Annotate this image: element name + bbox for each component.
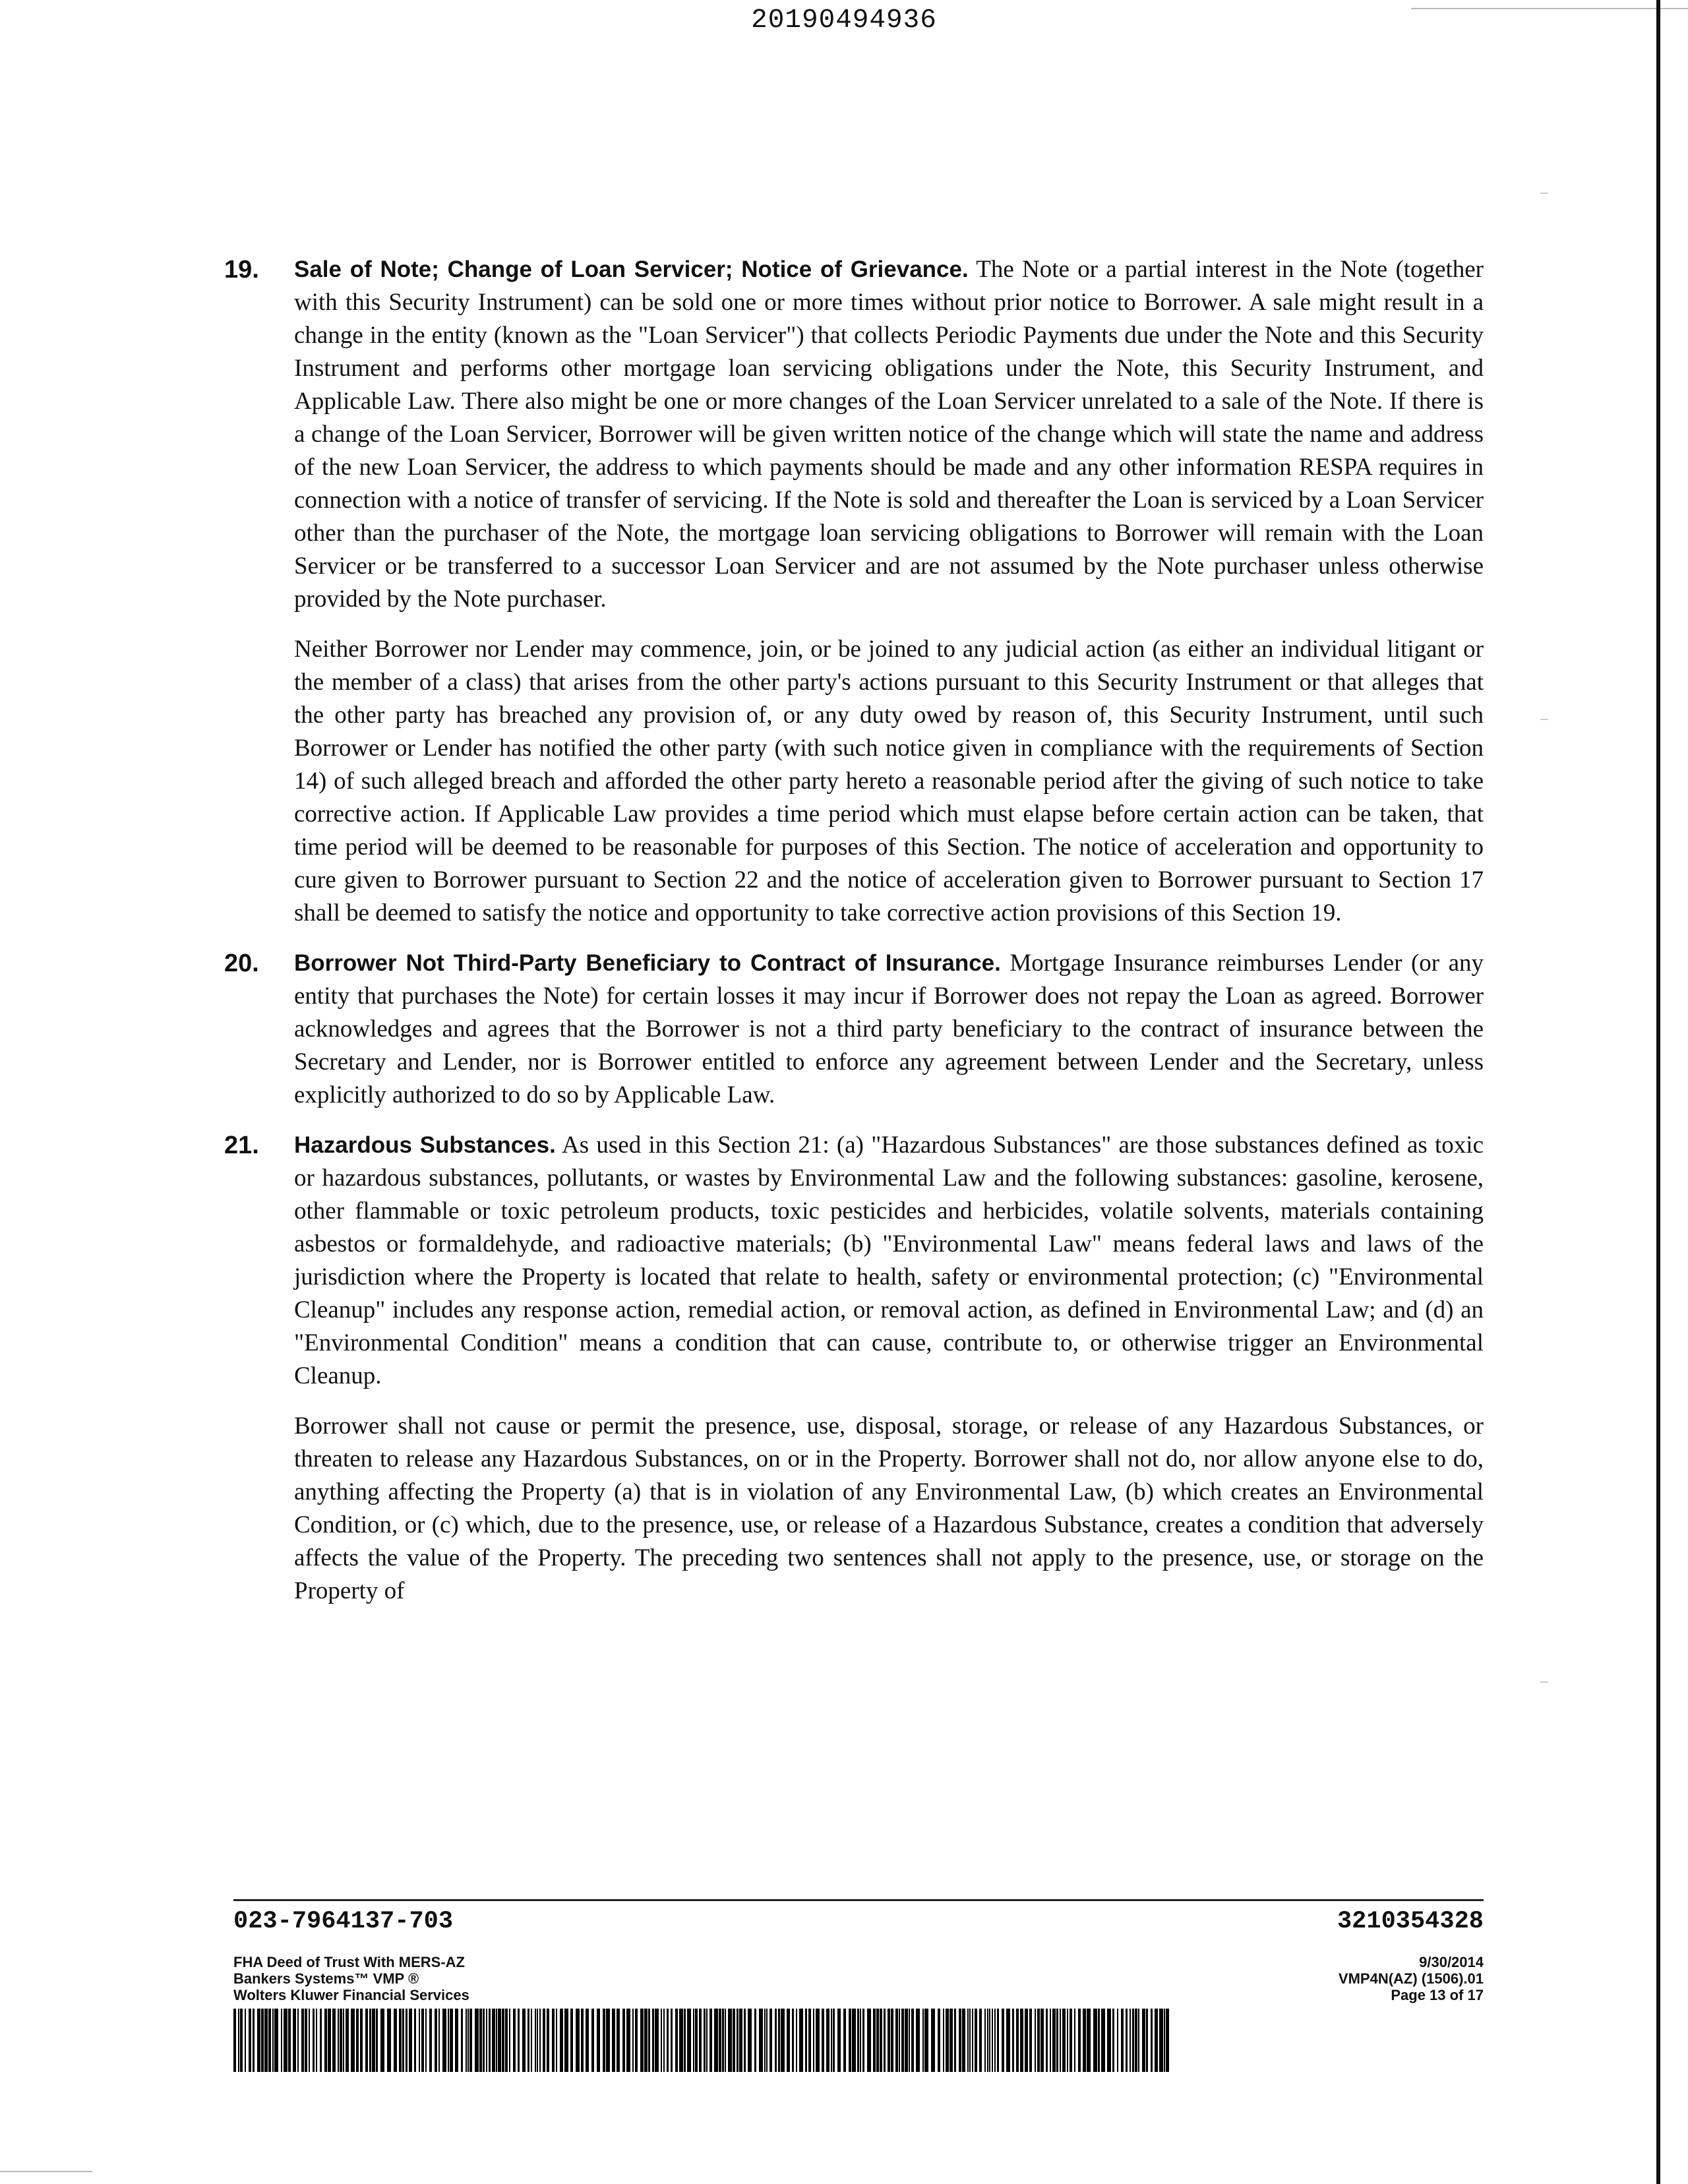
paragraph-text: As used in this Section 21: (a) "Hazardous Substances" are those substances defined as toxic or hazardous substances, pollutants, or wastes by Environmental Law and the following substances: gasoline, kerosene, other flammable or toxic petroleum products, toxic pesticides and herbicides, volatile solvents, materials containing asbestos or formaldehyde, and radioactive materials; (b) "Environmental Law" means federal laws and laws of the jurisdiction where the Property is located that relate to health, safety or environmental protection; (c) "Environmental Cleanup" includes any response action, remedial action, or removal action, as defined in Environmental Law; and (d) an "Environmental Condition" means a condition that can cause, contribute to, or otherwise trigger an Environmental Cleanup. — [294, 1132, 1484, 1389]
section-19 — [224, 253, 1484, 930]
barcode-bar — [972, 2009, 973, 2072]
barcode-bar — [831, 2009, 832, 2072]
barcode-bar — [466, 2009, 467, 2072]
barcode-bar — [1155, 2009, 1158, 2072]
barcode-bar — [518, 2009, 520, 2072]
barcode-bar — [924, 2009, 928, 2072]
min-number: 3210354328 — [1337, 1908, 1484, 1935]
barcode-bar — [962, 2009, 965, 2072]
barcode-bar — [1002, 2009, 1004, 2072]
barcode-bar — [1130, 2009, 1131, 2072]
barcode-bar — [833, 2009, 835, 2072]
section-number: 20. — [224, 950, 259, 977]
barcode-bar — [539, 2009, 541, 2072]
section-paragraph — [294, 947, 1484, 1112]
barcode-bar — [663, 2009, 665, 2072]
barcode-bar — [661, 2009, 662, 2072]
barcode-bar — [531, 2009, 532, 2072]
barcode-bar — [483, 2009, 485, 2072]
barcode-bar — [733, 2009, 735, 2072]
barcode-bar — [535, 2009, 536, 2072]
barcode-bar — [808, 2009, 811, 2072]
barcode-bar — [722, 2009, 724, 2072]
form-vendor: Bankers Systems™ VMP ® — [233, 1970, 419, 1987]
barcode-bar — [560, 2009, 563, 2072]
barcode-bar — [564, 2009, 568, 2072]
barcode-bar — [787, 2009, 790, 2072]
barcode-bar — [297, 2009, 299, 2072]
barcode-bar — [387, 2009, 391, 2072]
barcode-bar — [938, 2009, 940, 2072]
section-title: Hazardous Substances. — [294, 1132, 556, 1158]
barcode-bar — [268, 2009, 271, 2072]
barcode-bar — [792, 2009, 794, 2072]
barcode-bar — [1093, 2009, 1097, 2072]
barcode-bar — [1016, 2009, 1019, 2072]
barcode-bar — [1078, 2009, 1081, 2072]
section-paragraph — [294, 1129, 1484, 1393]
barcode-bar — [813, 2009, 814, 2072]
barcode-bar — [704, 2009, 706, 2072]
barcode-bar — [502, 2009, 504, 2072]
barcode-bar — [775, 2009, 777, 2072]
document-body — [224, 253, 1484, 1625]
barcode-bar — [1006, 2009, 1010, 2072]
barcode-bar — [766, 2009, 768, 2072]
barcode-bar — [576, 2009, 580, 2072]
barcode-bar — [1070, 2009, 1072, 2072]
barcode-bar — [365, 2009, 368, 2072]
barcode-bar — [959, 2009, 961, 2072]
section-paragraph: Borrower shall not cause or permit the presence, use, disposal, storage, or release of any Hazardous Substances, or threaten to release any Hazardous Substances, on or in the Property. Borrower shall not do, nor allow anyone else to do, anything affecting the Property (a) that is in violation of any Environmental Law, (b) which creates an Environmental Condition, or (c) which, due to the presence, use, or release of a Hazardous Substance, creates a condition that adversely affects the value of the Property. The preceding two sentences shall not apply to the presence, use, or storage on the Property of — [294, 1412, 1484, 1604]
barcode-bar — [1046, 2009, 1048, 2072]
barcode-bar — [1020, 2009, 1023, 2072]
barcode-bar — [288, 2009, 291, 2072]
barcode-bar — [586, 2009, 589, 2072]
barcode-bar — [1025, 2009, 1028, 2072]
barcode-bar — [1040, 2009, 1044, 2072]
barcode-bar — [419, 2009, 420, 2072]
barcode-bar — [380, 2009, 384, 2072]
form-date: 9/30/2014 — [1419, 1954, 1484, 1970]
section-title: Sale of Note; Change of Loan Servicer; Notice of Grievance. — [294, 257, 969, 282]
barcode-bar — [305, 2009, 307, 2072]
barcode-bar — [570, 2009, 573, 2072]
barcode-bar — [1159, 2009, 1163, 2072]
barcode-bar — [406, 2009, 407, 2072]
margin-tick — [1540, 1682, 1548, 1683]
barcode-bar — [513, 2009, 516, 2072]
section-title: Borrower Not Third-Party Beneficiary to Contract of Insurance. — [294, 950, 1001, 976]
barcode-bar — [320, 2009, 322, 2072]
barcode-bar — [679, 2009, 683, 2072]
barcode-bar — [257, 2009, 260, 2072]
barcode-bar — [880, 2009, 882, 2072]
barcode-bar — [442, 2009, 446, 2072]
barcode-bar — [1062, 2009, 1066, 2072]
barcode-bar — [340, 2009, 342, 2072]
barcode-bar — [1142, 2009, 1145, 2072]
barcode-bar — [1117, 2009, 1118, 2072]
barcode-bar — [617, 2009, 620, 2072]
barcode-bar — [911, 2009, 914, 2072]
barcode-bar — [338, 2009, 339, 2072]
barcode-bar — [1166, 2009, 1169, 2072]
barcode-bar — [725, 2009, 726, 2072]
barcode-bar — [652, 2009, 654, 2072]
barcode-bar — [719, 2009, 721, 2072]
barcode-bar — [1035, 2009, 1036, 2072]
barcode-bar — [455, 2009, 458, 2072]
barcode-bar — [509, 2009, 510, 2072]
barcode-bar — [744, 2009, 746, 2072]
barcode-bar — [435, 2009, 437, 2072]
barcode-bar — [1112, 2009, 1114, 2072]
barcode-bar — [429, 2009, 432, 2072]
page-number: Page 13 of 17 — [1391, 1987, 1484, 2003]
barcode-bar — [984, 2009, 986, 2072]
barcode-bar — [997, 2009, 999, 2072]
barcode-bar — [655, 2009, 659, 2072]
barcode-bar — [754, 2009, 756, 2072]
barcode-bar — [537, 2009, 538, 2072]
barcode-bar — [667, 2009, 669, 2072]
barcode-bar — [264, 2009, 268, 2072]
barcode-bar — [622, 2009, 625, 2072]
barcode-bar — [648, 2009, 650, 2072]
barcode-bar — [1138, 2009, 1139, 2072]
barcode-bar — [671, 2009, 673, 2072]
barcode-bar — [922, 2009, 924, 2072]
barcode-bar — [975, 2009, 977, 2072]
barcode-bar — [728, 2009, 732, 2072]
barcode-bar — [581, 2009, 584, 2072]
barcode-bar — [612, 2009, 615, 2072]
section-paragraph: Neither Borrower nor Lender may commence, join, or be joined to any judicial action (as either an individual litigant or the member of a class) that arises from the other party's actions pursuant to this Security Instrument or that alleges that the other party has breached any provision of, or any duty owed by reason of, this Security Instrument, until such Borrower or Lender has notified the other party (with such notice given in compliance with the requirements of Section 14) of such alleged breach and afforded the other party hereto a reasonable period after the giving of such notice to take corrective action. If Applicable Law provides a time period which must elapse before certain action can be taken, that time period will be deemed to be reasonable for purposes of this Section. The notice of acceleration and opportunity to cure given to Borrower pursuant to Section 22 and the notice of acceleration given to Borrower pursuant to Section 17 shall be deemed to satisfy the notice and opportunity to take corrective action provisions of this Section 19. — [294, 636, 1484, 926]
barcode-bar — [644, 2009, 648, 2072]
barcode-bar — [931, 2009, 935, 2072]
barcode-bar — [369, 2009, 371, 2072]
barcode — [233, 2009, 1170, 2072]
barcode-bar — [1121, 2009, 1124, 2072]
barcode-bar — [438, 2009, 440, 2072]
margin-tick — [1540, 719, 1548, 720]
barcode-bar — [489, 2009, 491, 2072]
barcode-bar — [987, 2009, 988, 2072]
barcode-bar — [522, 2009, 526, 2072]
form-meta — [1339, 1954, 1484, 2003]
barcode-bar — [425, 2009, 427, 2072]
margin-tick — [1540, 193, 1548, 194]
barcode-bar — [706, 2009, 708, 2072]
barcode-bar — [873, 2009, 876, 2072]
paragraph-text: The Note or a partial interest in the Note (together with this Security Instrument) can be sold one or more times without prior notice to Borrower. A sale might result in a change in the entity (known as the "Loan Servicer") that collects Periodic Payments due under the Note and this Security Instrument and performs other mortgage loan servicing obligations under the Note, this Security Instrument, and Applicable Law. There also might be one or more changes of the Loan Servicer unrelated to a sale of the Note. If there is a change of the Loan Servicer, Borrower will be given written notice of the change which will state the name and address of the new Loan Servicer, the address to which payments should be made and any other information RESPA requires in connection with a notice of transfer of servicing. If the Note is sold and thereafter the Loan is serviced by a Loan Servicer other than the purchaser of the Note, the mortgage loan servicing obligations to Borrower will remain with the Loan Servicer or be transferred to a successor Loan Servicer and are not assumed by the Note purchaser unless otherwise provided by the Note purchaser. — [294, 256, 1484, 613]
barcode-bar — [245, 2009, 246, 2072]
barcode-bar — [626, 2009, 630, 2072]
barcode-bar — [684, 2009, 686, 2072]
barcode-bar — [301, 2009, 304, 2072]
barcode-bar — [867, 2009, 871, 2072]
form-info — [233, 1954, 469, 2003]
barcode-bar — [884, 2009, 886, 2072]
barcode-bar — [899, 2009, 900, 2072]
barcode-bar — [860, 2009, 861, 2072]
barcode-bar — [556, 2009, 557, 2072]
barcode-bar — [699, 2009, 702, 2072]
barcode-bar — [409, 2009, 412, 2072]
barcode-bar — [1146, 2009, 1148, 2072]
barcode-bar — [876, 2009, 879, 2072]
barcode-bar — [606, 2009, 610, 2072]
barcode-bar — [1067, 2009, 1068, 2072]
barcode-bar — [796, 2009, 797, 2072]
section-20 — [224, 947, 1484, 1112]
barcode-bar — [905, 2009, 908, 2072]
barcode-bar — [693, 2009, 694, 2072]
barcode-bar — [946, 2009, 949, 2072]
barcode-bar — [233, 2009, 236, 2072]
section-number: 21. — [224, 1132, 259, 1159]
barcode-bar — [901, 2009, 904, 2072]
barcode-bar — [253, 2009, 255, 2072]
barcode-bar — [888, 2009, 890, 2072]
barcode-bar — [816, 2009, 820, 2072]
barcode-bar — [1029, 2009, 1032, 2072]
barcode-bar — [748, 2009, 752, 2072]
barcode-bar — [737, 2009, 738, 2072]
section-21 — [224, 1129, 1484, 1608]
barcode-bar — [916, 2009, 920, 2072]
barcode-bar — [552, 2009, 555, 2072]
footer-rule — [233, 1899, 1484, 1901]
barcode-bar — [332, 2009, 336, 2072]
form-publisher: Wolters Kluwer Financial Services — [233, 1987, 469, 2003]
barcode-bar — [591, 2009, 594, 2072]
barcode-bar — [769, 2009, 772, 2072]
barcode-bar — [1098, 2009, 1100, 2072]
barcode-bar — [261, 2009, 264, 2072]
barcode-bar — [1056, 2009, 1058, 2072]
barcode-bar — [1052, 2009, 1056, 2072]
barcode-bar — [1126, 2009, 1128, 2072]
loan-number: 023-7964137-703 — [233, 1908, 454, 1935]
barcode-bar — [249, 2009, 251, 2072]
barcode-bar — [1083, 2009, 1086, 2072]
barcode-bar — [687, 2009, 691, 2072]
barcode-bar — [543, 2009, 545, 2072]
barcode-bar — [505, 2009, 508, 2072]
barcode-bar — [675, 2009, 678, 2072]
barcode-bar — [1074, 2009, 1075, 2072]
barcode-bar — [1012, 2009, 1014, 2072]
barcode-bar — [351, 2009, 355, 2072]
barcode-bar — [316, 2009, 317, 2072]
barcode-bar — [862, 2009, 864, 2072]
barcode-bar — [281, 2009, 282, 2072]
barcode-bar — [695, 2009, 698, 2072]
barcode-bar — [414, 2009, 416, 2072]
barcode-bar — [461, 2009, 463, 2072]
barcode-bar — [1037, 2009, 1040, 2072]
barcode-bar — [992, 2009, 993, 2072]
barcode-bar — [469, 2009, 472, 2072]
scan-edge-bottom — [0, 2171, 92, 2172]
barcode-bar — [402, 2009, 404, 2072]
barcode-bar — [1151, 2009, 1153, 2072]
barcode-bar — [356, 2009, 359, 2072]
barcode-bar — [293, 2009, 296, 2072]
barcode-bar — [328, 2009, 331, 2072]
barcode-bar — [346, 2009, 349, 2072]
barcode-bar — [1060, 2009, 1061, 2072]
form-name: FHA Deed of Trust With MERS-AZ — [233, 1954, 465, 1970]
barcode-bar — [799, 2009, 803, 2072]
barcode-bar — [1164, 2009, 1165, 2072]
barcode-bar — [399, 2009, 402, 2072]
barcode-bar — [496, 2009, 497, 2072]
barcode-bar — [597, 2009, 600, 2072]
barcode-bar — [360, 2009, 363, 2072]
barcode-bar — [849, 2009, 851, 2072]
barcode-bar — [372, 2009, 375, 2072]
barcode-bar — [603, 2009, 605, 2072]
barcode-bar — [343, 2009, 344, 2072]
barcode-bar — [739, 2009, 742, 2072]
barcode-bar — [709, 2009, 712, 2072]
barcode-bar — [714, 2009, 718, 2072]
barcode-bar — [448, 2009, 449, 2072]
barcode-bar — [313, 2009, 315, 2072]
barcode-bar — [498, 2009, 501, 2072]
barcode-bar — [1135, 2009, 1137, 2072]
form-code: VMP4N(AZ) (1506).01 — [1338, 1970, 1484, 1987]
barcode-bar — [857, 2009, 859, 2072]
barcode-bar — [272, 2009, 274, 2072]
barcode-bar — [843, 2009, 846, 2072]
barcode-bar — [376, 2009, 378, 2072]
section-paragraph — [294, 253, 1484, 616]
barcode-bar — [635, 2009, 638, 2072]
barcode-bar — [324, 2009, 327, 2072]
barcode-bar — [1087, 2009, 1091, 2072]
barcode-bar — [1050, 2009, 1051, 2072]
paragraph-text: Mortgage Insurance reimburses Lender (or any entity that purchases the Note) for certain losses it may incur if Borrower does not repay the Loan as agreed. Borrower acknowledges and agrees that the Borrower is not a third party beneficiary to the contract of insurance between the Secretary and Lender, nor is Borrower entitled to enforce any agreement between Lender and the Secretary, unless explicitly authorized to do so by Applicable Law. — [294, 950, 1484, 1108]
barcode-bar — [967, 2009, 969, 2072]
barcode-bar — [950, 2009, 953, 2072]
barcode-bar — [640, 2009, 644, 2072]
barcode-bar — [979, 2009, 982, 2072]
barcode-bar — [479, 2009, 482, 2072]
scan-edge-right — [1656, 0, 1660, 2184]
barcode-bar — [1107, 2009, 1111, 2072]
barcode-bar — [486, 2009, 487, 2072]
barcode-bar — [284, 2009, 287, 2072]
recording-number: 20190494936 — [751, 5, 937, 36]
barcode-bar — [778, 2009, 780, 2072]
barcode-bar — [1101, 2009, 1105, 2072]
barcode-bar — [467, 2009, 469, 2072]
barcode-bar — [759, 2009, 763, 2072]
barcode-bar — [891, 2009, 893, 2072]
barcode-bar — [837, 2009, 841, 2072]
barcode-bar — [895, 2009, 898, 2072]
barcode-bar — [421, 2009, 424, 2072]
barcode-bar — [240, 2009, 243, 2072]
barcode-bar — [994, 2009, 996, 2072]
barcode-bar — [909, 2009, 910, 2072]
barcode-bar — [475, 2009, 479, 2072]
barcode-bar — [274, 2009, 278, 2072]
barcode-bar — [805, 2009, 807, 2072]
barcode-bar — [1132, 2009, 1134, 2072]
barcode-bar — [547, 2009, 549, 2072]
barcode-bar — [528, 2009, 529, 2072]
barcode-bar — [394, 2009, 397, 2072]
barcode-bar — [954, 2009, 956, 2072]
barcode-bar — [989, 2009, 990, 2072]
section-number: 19. — [224, 256, 259, 284]
barcode-bar — [852, 2009, 856, 2072]
barcode-bar — [764, 2009, 766, 2072]
barcode-bar — [238, 2009, 239, 2072]
barcode-bar — [943, 2009, 944, 2072]
barcode-bar — [969, 2009, 971, 2072]
barcode-bar — [781, 2009, 785, 2072]
barcode-bar — [309, 2009, 310, 2072]
barcode-bar — [826, 2009, 829, 2072]
barcode-bar — [632, 2009, 634, 2072]
barcode-bar — [492, 2009, 495, 2072]
barcode-bar — [450, 2009, 453, 2072]
barcode-bar — [822, 2009, 824, 2072]
